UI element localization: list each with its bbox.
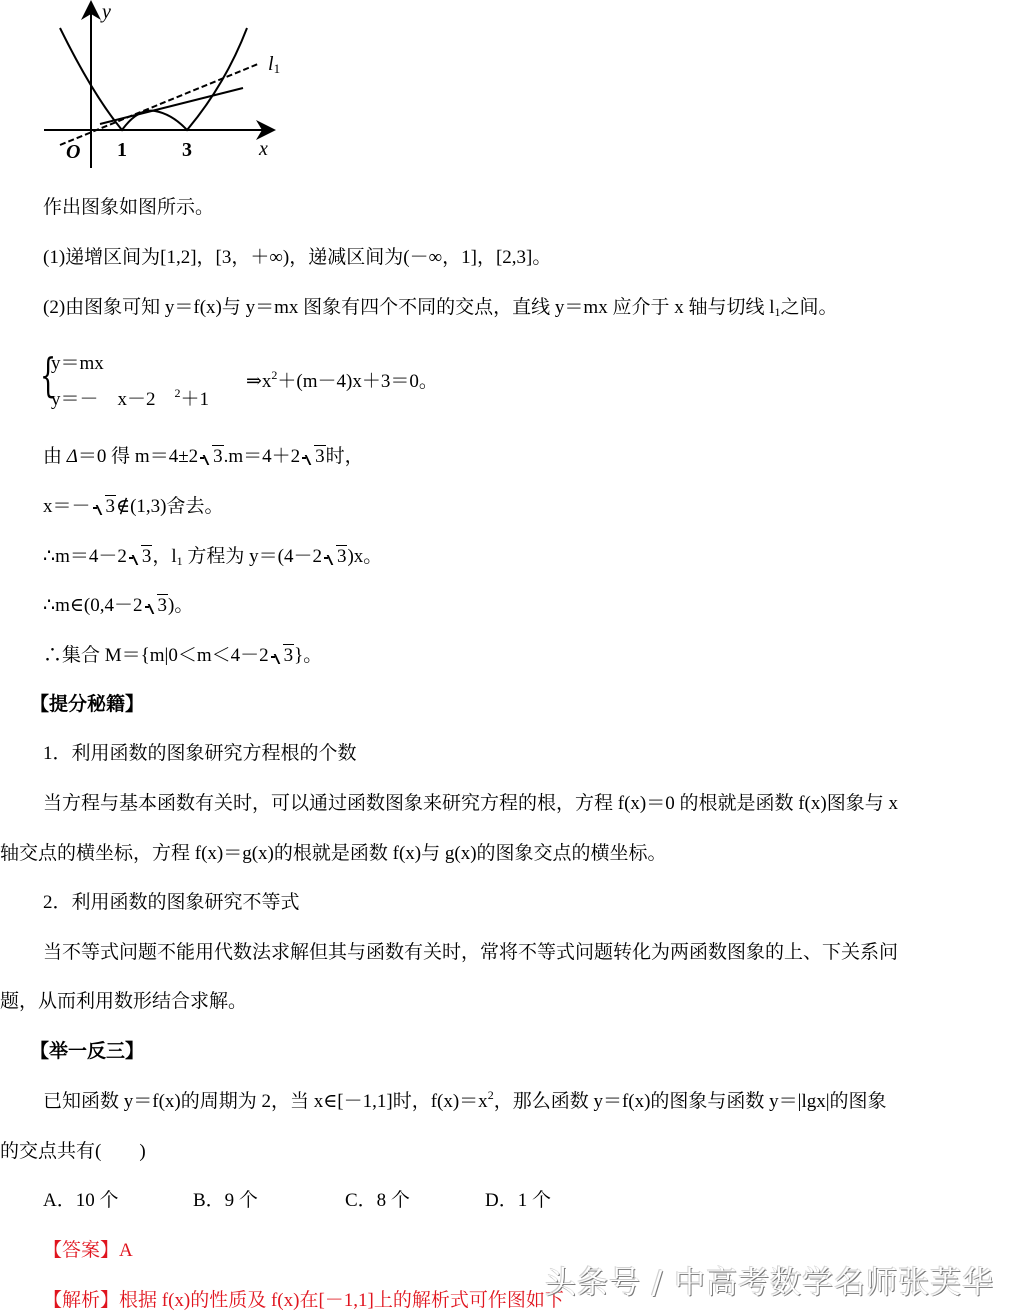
section-heading-tips: 【提分秘籍】 (30, 694, 145, 715)
paragraph-intersections: (2)由图象可知 y＝f(x)与 y＝mx 图象有四个不同的交点，直线 y＝mx 应介于 x 轴与切线 $l_1$之间。 (43, 297, 838, 319)
secant-line (100, 88, 243, 124)
origin-label: O (66, 141, 81, 163)
option-a[interactable]: A．10 个 (43, 1190, 119, 1211)
tip-1-body-line-1: 当方程与基本函数有关时，可以通过函数图象来研究方程的根，方程 f(x)＝0 的根就是函数 f(x)图象与 x (43, 793, 898, 814)
question-line-1: 已知函数 y＝f(x)的周期为 2，当 x∈[－1,1]时，$f(x)=x^2$，那么函数 y＝f(x)的图象与函数 y＝|lgx|的图象 (43, 1088, 887, 1112)
tip-1-body-line-2: 轴交点的横坐标，方程 f(x)＝g(x)的根就是函数 f(x)与 g(x)的图象交点的横坐标。 (0, 843, 667, 864)
tick-label-1: 1 (117, 139, 127, 161)
paragraph-draw-graph: 作出图象如图所示。 (43, 197, 215, 218)
system-row-2: y＝－ x－2 $^2$＋1 (51, 386, 210, 410)
paragraph-m-range: ∴m∈(0,4－2 3)。 (43, 595, 194, 616)
l1-label: l1 (268, 53, 281, 76)
analysis-text: 【解析】根据 f(x)的性质及 f(x)在[－1,1]上的解析式可作图如下 (43, 1290, 564, 1311)
paragraph-intervals: (1)递增区间为[1,2]，[3，＋∞)，递减区间为(－∞，1]，[2,3]。 (43, 247, 552, 268)
function-graph-figure (0, 0, 300, 170)
tip-2-body-line-2: 题，从而利用数形结合求解。 (0, 991, 248, 1012)
section-heading-practice: 【举一反三】 (30, 1041, 145, 1062)
tip-1-title: 1．利用函数的图象研究方程根的个数 (43, 743, 357, 764)
y-axis-label: y (102, 1, 111, 23)
watermark: 头条号 / 中高考数学名师张芙华 (545, 1265, 995, 1301)
tip-2-title: 2．利用函数的图象研究不等式 (43, 892, 300, 913)
answer-options (43, 1189, 551, 1213)
brace-icon: { (40, 348, 57, 402)
tick-label-3: 3 (182, 139, 192, 161)
paragraph-reject: x＝－ 3∉(1,3)舍去。 (43, 496, 224, 517)
paragraph-set-m: ∴集合 M＝{m|0＜m＜4－2 3}。 (43, 645, 323, 666)
x-axis-label: x (259, 138, 268, 160)
system-row-1: y＝mx (51, 353, 104, 374)
tip-2-body-line-1: 当不等式问题不能用代数法求解但其与函数有关时，常将不等式问题转化为两函数图象的上、下关系问 (43, 942, 899, 963)
paragraph-m-value: ∴m＝4－2 3，$l_1$ 方程为 y＝(4－2 3)x。 (43, 546, 383, 568)
option-d[interactable]: D．1 个 (485, 1190, 551, 1211)
option-b[interactable]: B．9 个 (193, 1190, 258, 1211)
tangent-line-l1 (60, 64, 258, 145)
paragraph-discriminant: 由 Δ＝0 得 m＝4±2 3.m＝4＋2 3时， (43, 446, 364, 467)
option-c[interactable]: C．8 个 (345, 1190, 410, 1211)
question-line-2: 的交点共有( ) (0, 1141, 146, 1162)
answer-label: 【答案】A (43, 1240, 133, 1261)
system-result: $\Rightarrow x^2+(m-4)x+3=0$。 (246, 368, 438, 392)
